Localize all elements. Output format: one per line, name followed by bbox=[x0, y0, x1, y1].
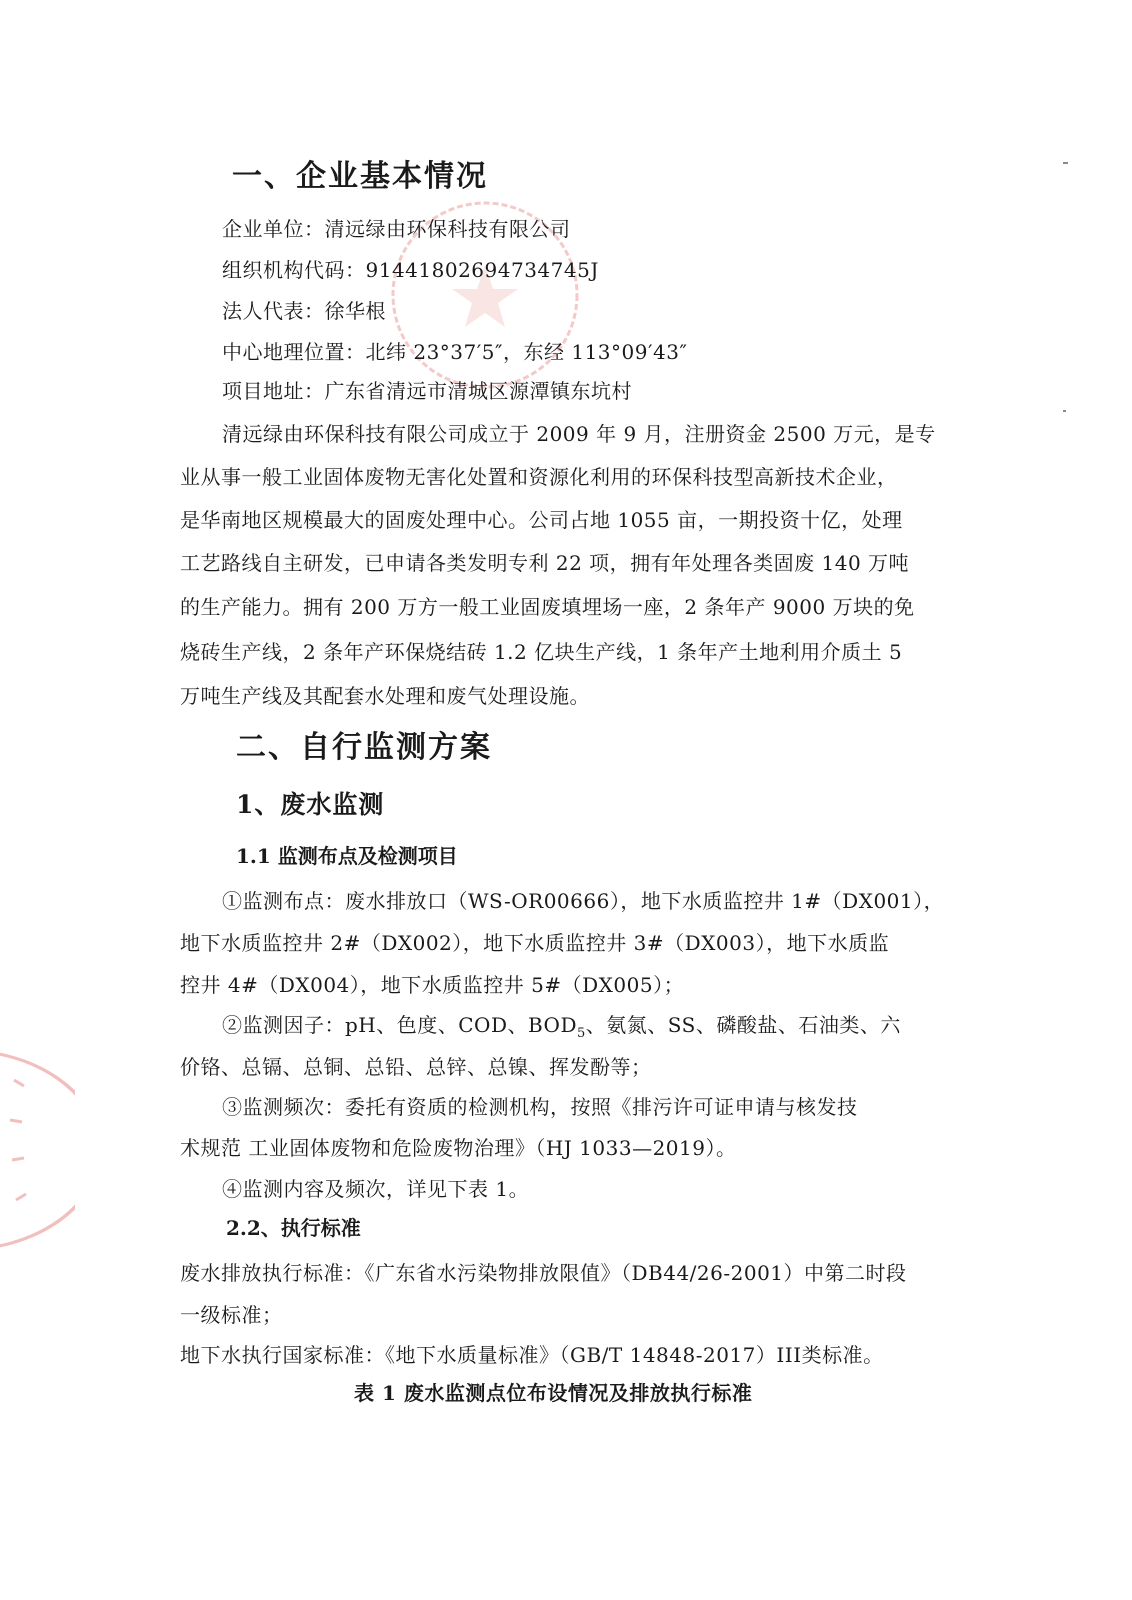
monitoring-points-line: ①监测布点：废水排放口（WS-OR00666），地下水质监控井 1#（DX001）， bbox=[222, 889, 945, 913]
description-line: 万吨生产线及其配套水处理和废气处理设施。 bbox=[180, 684, 590, 708]
description-line: 是华南地区规模最大的固废处理中心。公司占地 1055 亩，一期投资十亿，处理 bbox=[180, 508, 903, 532]
section-1-title: 一、企业基本情况 bbox=[232, 159, 488, 194]
subsection-2-2-title: 2.2、执行标准 bbox=[226, 1216, 361, 1240]
field-legal-rep: 法人代表：徐华根 bbox=[222, 299, 386, 323]
field-org-code: 组织机构代码：91441802694734745J bbox=[222, 258, 599, 282]
description-line: 业从事一般工业固体废物无害化处置和资源化利用的环保科技型高新技术企业， bbox=[180, 465, 898, 489]
description-line: 工艺路线自主研发，已申请各类发明专利 22 项，拥有年处理各类固废 140 万吨 bbox=[180, 551, 910, 575]
scan-mark bbox=[1063, 162, 1068, 164]
standard-line: 地下水执行国家标准：《地下水质量标准》（GB/T 14848-2017）III类标准。 bbox=[180, 1343, 884, 1367]
monitoring-factors-prefix: ②监测因子：pH、色度、COD、BOD bbox=[222, 1013, 577, 1037]
section-2-title: 二、自行监测方案 bbox=[236, 730, 492, 765]
monitoring-points-line: 控井 4#（DX004），地下水质监控井 5#（DX005）； bbox=[180, 973, 685, 997]
monitoring-factors-suffix: 、氨氮、SS、磷酸盐、石油类、六 bbox=[585, 1013, 901, 1037]
description-line: 烧砖生产线，2 条年产环保烧结砖 1.2 亿块生产线，1 条年产土地利用介质土 5 bbox=[180, 640, 903, 664]
monitoring-content-line: ④监测内容及频次，详见下表 1。 bbox=[222, 1177, 530, 1201]
field-geo-location: 中心地理位置：北纬 23°37′5″，东经 113°09′43″ bbox=[222, 340, 688, 364]
standard-line: 一级标准； bbox=[180, 1303, 283, 1327]
standard-line: 废水排放执行标准：《广东省水污染物排放限值》（DB44/26-2001）中第二时段 bbox=[180, 1261, 907, 1285]
description-line: 的生产能力。拥有 200 万方一般工业固废填埋场一座，2 条年产 9000 万块的免 bbox=[180, 595, 915, 619]
field-company: 企业单位：清远绿由环保科技有限公司 bbox=[222, 217, 571, 241]
subsection-wastewater-title: 1、废水监测 bbox=[236, 790, 385, 819]
bod-subscript: 5 bbox=[576, 1026, 586, 1041]
monitoring-factors-line: 价铬、总镉、总铜、总铅、总锌、总镍、挥发酚等； bbox=[180, 1055, 652, 1079]
scan-mark bbox=[1063, 410, 1066, 412]
edge-seal-stamp bbox=[0, 1040, 75, 1260]
monitoring-frequency-line: ③监测频次：委托有资质的检测机构，按照《排污许可证申请与核发技 bbox=[222, 1095, 858, 1119]
monitoring-points-line: 地下水质监控井 2#（DX002），地下水质监控井 3#（DX003），地下水质监 bbox=[180, 931, 890, 955]
table-caption: 表 1 废水监测点位布设情况及排放执行标准 bbox=[354, 1381, 753, 1405]
subsection-1-1-title: 1.1 监测布点及检测项目 bbox=[236, 844, 458, 868]
description-line: 清远绿由环保科技有限公司成立于 2009 年 9 月，注册资金 2500 万元，是专 bbox=[222, 422, 936, 446]
monitoring-factors-line bbox=[222, 1015, 901, 1040]
monitoring-frequency-line: 术规范 工业固体废物和危险废物治理》（HJ 1033—2019）。 bbox=[180, 1136, 737, 1160]
field-address: 项目地址：广东省清远市清城区源潭镇东坑村 bbox=[222, 379, 632, 403]
